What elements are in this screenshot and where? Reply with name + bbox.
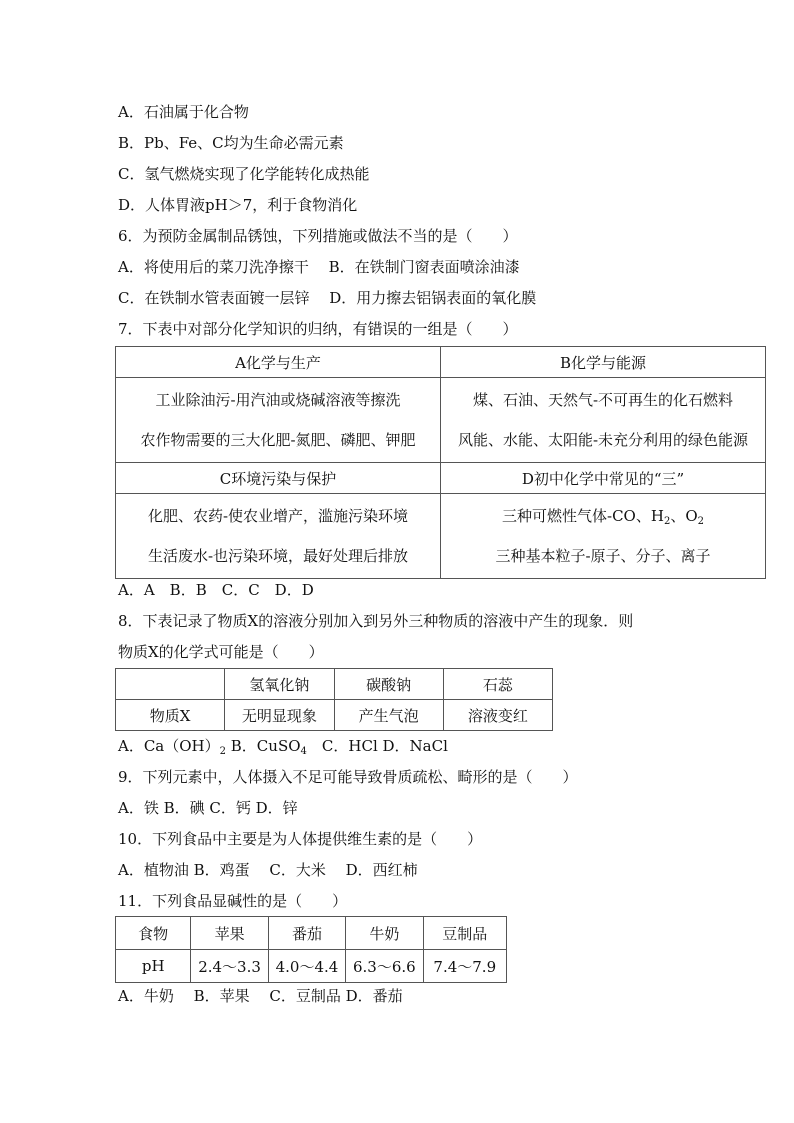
q7-cell-b-content <box>441 378 766 463</box>
q7-cell-c-head: C环境污染与保护 <box>116 463 441 494</box>
q11-header-tomato: 番茄 <box>268 917 345 950</box>
q9-options: A．铁 B．碘 C．钙 D．锌 <box>118 799 298 817</box>
q7-c-line1: 化肥、农药-使农业增产，滥施污染环境 <box>147 507 409 525</box>
q7-d-line1 <box>441 496 765 536</box>
q11-header-apple: 苹果 <box>191 917 268 950</box>
q8-header-empty <box>116 669 225 700</box>
q9-stem: 9．下列元素中，人体摄入不足可能导致骨质疏松、畸形的是（ ） <box>118 768 578 786</box>
q11-row-label: pH <box>116 950 191 983</box>
q7-options: A．A B．B C．C D．D <box>118 581 314 599</box>
q7-cell-a-content <box>116 378 441 463</box>
q7-d-sub-h2: 2 <box>663 516 671 527</box>
q7-a-line1: 工业除油污-用汽油或烧碱溶液等擦洗 <box>155 391 401 409</box>
q7-a-line2: 农作物需要的三大化肥-氮肥、磷肥、钾肥 <box>140 431 416 449</box>
q6-stem: 6．为预防金属制品锈蚀，下列措施或做法不当的是（ ） <box>118 227 518 245</box>
q8-option-b: B．CuSO <box>226 737 301 755</box>
q8-option-a-sub: 2 <box>219 746 227 757</box>
q10-stem: 10．下列食品中主要是为人体提供维生素的是（ ） <box>118 830 483 848</box>
q11-header-milk: 牛奶 <box>346 917 423 950</box>
q5-option-b: B．Pb、Fe、C均为生命必需元素 <box>118 134 344 152</box>
q6-options-row1: A．将使用后的菜刀洗净擦干 B．在铁制门窗表面喷涂油漆 <box>118 258 520 276</box>
q7-cell-d-head: D初中化学中常见的“三” <box>441 463 766 494</box>
q7-table <box>115 346 766 579</box>
q11-cell-tomato: 4.0～4.4 <box>268 950 345 983</box>
q11-stem: 11．下列食品显碱性的是（ ） <box>118 892 348 910</box>
q8-header-naoh: 氢氧化钠 <box>225 669 334 700</box>
q8-cell-naoh: 无明显现象 <box>225 700 334 731</box>
q8-option-b-sub: 4 <box>300 746 307 757</box>
q8-header-na2co3: 碳酸钠 <box>334 669 443 700</box>
q7-d-sub-o2: 2 <box>697 516 704 527</box>
q7-cell-d-content <box>441 494 766 579</box>
q8-stem-line1: 8．下表记录了物质X的溶液分别加入到另外三种物质的溶液中产生的现象．则 <box>118 612 634 630</box>
q8-option-a: A．Ca（OH） <box>118 737 220 755</box>
q11-options: A．牛奶 B．苹果 C．豆制品 D．番茄 <box>118 987 403 1005</box>
q5-option-a: A．石油属于化合物 <box>118 103 249 121</box>
q7-b-line2: 风能、水能、太阳能-未充分利用的绿色能源 <box>457 431 749 449</box>
q7-d-line2: 三种基本粒子-原子、分子、离子 <box>495 547 711 565</box>
q8-cell-litmus: 溶液变红 <box>443 700 552 731</box>
q7-c-line2: 生活废水-也污染环境，最好处理后排放 <box>147 547 409 565</box>
q8-header-litmus: 石蕊 <box>443 669 552 700</box>
q11-cell-soy: 7.4～7.9 <box>423 950 506 983</box>
q11-header-food: 食物 <box>116 917 191 950</box>
q5-option-c: C．氢气燃烧实现了化学能转化成热能 <box>118 165 370 183</box>
q10-options: A．植物油 B．鸡蛋 C．大米 D．西红柿 <box>118 861 418 879</box>
q8-option-cd: C．HCl D．NaCl <box>306 737 448 755</box>
q8-cell-na2co3: 产生气泡 <box>334 700 443 731</box>
q5-option-d: D．人体胃液pH＞7，利于食物消化 <box>118 196 358 214</box>
q7-cell-b-head: B化学与能源 <box>441 347 766 378</box>
q7-d-line1-mid: 、O <box>670 507 698 525</box>
q7-cell-c-content <box>116 494 441 579</box>
q11-cell-milk: 6.3～6.6 <box>346 950 423 983</box>
q11-table <box>115 916 507 983</box>
q7-d-line1-text: 三种可燃性气体-CO、H <box>502 507 664 525</box>
q6-options-row2: C．在铁制水管表面镀一层锌 D．用力擦去铝锅表面的氧化膜 <box>118 289 537 307</box>
q11-cell-apple: 2.4～3.3 <box>191 950 268 983</box>
q8-options <box>118 736 448 756</box>
q7-stem: 7．下表中对部分化学知识的归纳，有错误的一组是（ ） <box>118 320 518 338</box>
q8-row-label: 物质X <box>116 700 225 731</box>
q8-table <box>115 668 553 731</box>
q7-cell-a-head: A化学与生产 <box>116 347 441 378</box>
q8-stem-line2: 物质X的化学式可能是（ ） <box>118 643 324 661</box>
q11-header-soy: 豆制品 <box>423 917 506 950</box>
q7-b-line1: 煤、石油、天然气-不可再生的化石燃料 <box>472 391 734 409</box>
